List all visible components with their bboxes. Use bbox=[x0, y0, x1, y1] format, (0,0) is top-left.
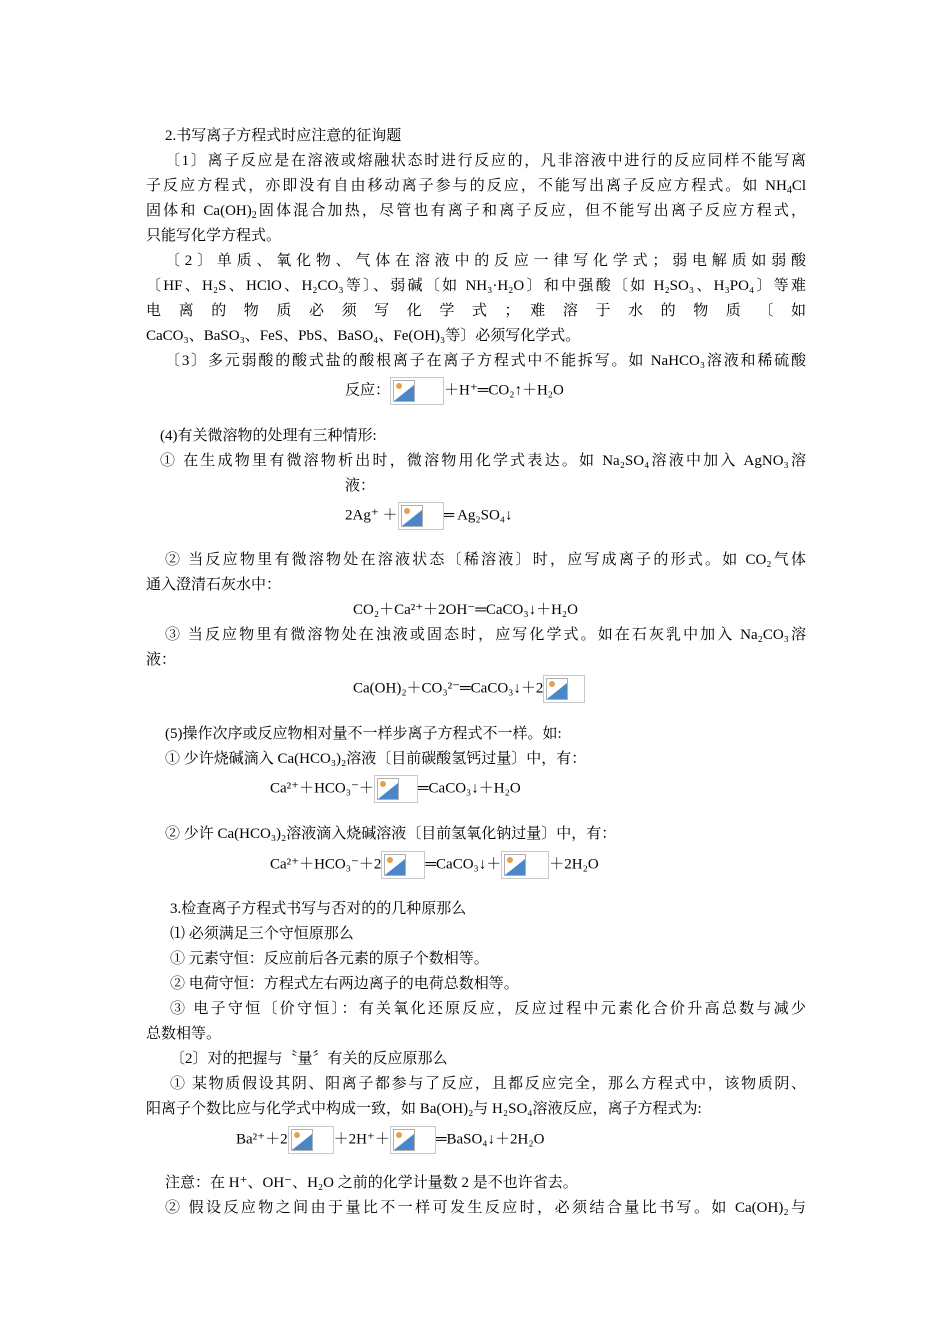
paragraph-line: 〔3〕多元弱酸的酸式盐的酸根离子在离子方程式中不能拆写。如 NaHCO₃溶液和稀硫酸 bbox=[165, 353, 806, 369]
equation: Ca²⁺＋HCO₃⁻＋ ═CaCO₃↓＋H₂O bbox=[270, 775, 521, 803]
broken-image-icon bbox=[501, 851, 549, 879]
equation: 2Ag⁺ ＋ ═ Ag₂SO₄↓ bbox=[345, 502, 513, 530]
broken-image-icon bbox=[398, 502, 444, 530]
paragraph-line: 通入澄清石灰水中： bbox=[146, 577, 282, 593]
subsection-heading: (5)操作次序或反应物相对量不一样步离子方程式不一样。如: bbox=[165, 726, 562, 742]
paragraph-line: ① 在生成物里有微溶物析出时，微溶物用化学式表达。如 Na₂SO₄溶液中加入 AgNO₃溶 bbox=[160, 453, 806, 469]
paragraph-line: CaCO₃、BaSO₃、FeS、PbS、BaSO₄、Fe(OH)₃等〕必须写化学式。 bbox=[146, 328, 581, 344]
equation: Ca(OH)₂＋CO₃²⁻═CaCO₃↓＋2 bbox=[353, 675, 585, 703]
section-title: 2.书写离子方程式时应注意的征询题 bbox=[165, 128, 402, 144]
paragraph-line: ⑴ 必须满足三个守恒原那么 bbox=[170, 926, 354, 942]
paragraph-line: 只能写化学方程式。 bbox=[146, 228, 282, 244]
paragraph-line: ② 电荷守恒：方程式左右两边离子的电荷总数相等。 bbox=[170, 976, 519, 992]
broken-image-icon bbox=[288, 1126, 334, 1154]
paragraph-line: ② 当反应物里有微溶物处在溶液状态〔稀溶液〕时，应写成离子的形式。如 CO₂气体 bbox=[165, 552, 806, 568]
broken-image-icon bbox=[381, 851, 425, 879]
paragraph-line: ③ 当反应物里有微溶物处在浊液或固态时，应写化学式。如在石灰乳中加入 Na₂CO₃溶 bbox=[165, 627, 806, 643]
paragraph-line: 固体和 $Ca(OH)_2$固体混合加热，尽管也有离子和离子反应，但不能写出离子反应方程式， bbox=[146, 203, 806, 221]
equation: CO₂＋Ca²⁺＋2OH⁻═CaCO₃↓＋H₂O bbox=[353, 602, 578, 618]
equation: Ba²⁺＋2 ＋2H⁺＋ ═BaSO₄↓＋2H₂O bbox=[236, 1126, 544, 1154]
broken-image-icon bbox=[390, 1126, 436, 1154]
subsection-heading: (4)有关微溶物的处理有三种情形: bbox=[160, 428, 377, 444]
equation: 反应： ＋H⁺═CO₂↑＋H₂O bbox=[345, 377, 564, 405]
note-line: 注意：在 H⁺、OH⁻、H₂O 之前的化学计量数 2 是不也许省去。 bbox=[165, 1175, 578, 1191]
broken-image-icon bbox=[374, 775, 418, 803]
paragraph-line: 液： bbox=[345, 478, 376, 494]
paragraph-line: ② 少许 Ca(HCO₃)₂溶液滴入烧碱溶液〔目前氢氧化钠过量〕中，有： bbox=[165, 826, 617, 842]
broken-image-icon bbox=[390, 377, 444, 405]
paragraph-line: ② 假设反应物之间由于量比不一样可发生反应时，必须结合量比书写。如 Ca(OH)₂与 bbox=[165, 1200, 806, 1216]
paragraph-line: 液： bbox=[146, 652, 177, 668]
paragraph-line: 阳离子个数比应与化学式中构成一致，如 Ba(OH)₂与 H₂SO₄溶液反应，离子方程式为: bbox=[146, 1101, 702, 1117]
paragraph-line: ① 元素守恒：反应前后各元素的原子个数相等。 bbox=[170, 951, 489, 967]
paragraph-line: 〔2〕对的把握与〝量〞有关的反应原那么 bbox=[170, 1051, 448, 1067]
paragraph-line: 子反应方程式，亦即没有自由移动离子参与的反应，不能写出离子反应方程式。如 $NH_4Cl$ bbox=[146, 178, 806, 196]
section-title: 3.检查离子方程式书写与否对的的几种原那么 bbox=[170, 901, 467, 917]
paragraph-line: 〔HF、H₂S、HClO、H₂CO₃等〕、弱碱〔如 NH₃·H₂O〕和中强酸〔如 H₂SO₃、H₃PO₄〕等难 bbox=[146, 278, 806, 294]
equation: Ca²⁺＋HCO₃⁻＋2 ═CaCO₃↓＋ ＋2H₂O bbox=[270, 851, 599, 879]
paragraph-line: 〔1〕离子反应是在溶液或熔融状态时进行反应的，凡非溶液中进行的反应同样不能写离 bbox=[165, 153, 806, 169]
paragraph-line: ③ 电子守恒〔价守恒〕：有关氧化还原反应，反应过程中元素化合价升高总数与减少 bbox=[170, 1001, 806, 1017]
paragraph-line: 总数相等。 bbox=[146, 1026, 222, 1042]
paragraph-line: ① 某物质假设其阴、阳离子都参与了反应，且都反应完全，那么方程式中，该物质阴、 bbox=[170, 1076, 806, 1092]
broken-image-icon bbox=[543, 675, 585, 703]
paragraph-line: ① 少许烧碱滴入 Ca(HCO₃)₂溶液〔目前碳酸氢钙过量〕中，有： bbox=[165, 751, 587, 767]
paragraph-line: 〔2〕单质、氧化物、气体在溶液中的反应一律写化学式；弱电解质如弱酸 bbox=[165, 253, 806, 269]
paragraph-line: 电 离 的 物 质 必 须 写 化 学 式 ； 难 溶 于 水 的 物 质 〔 如 bbox=[146, 303, 806, 319]
